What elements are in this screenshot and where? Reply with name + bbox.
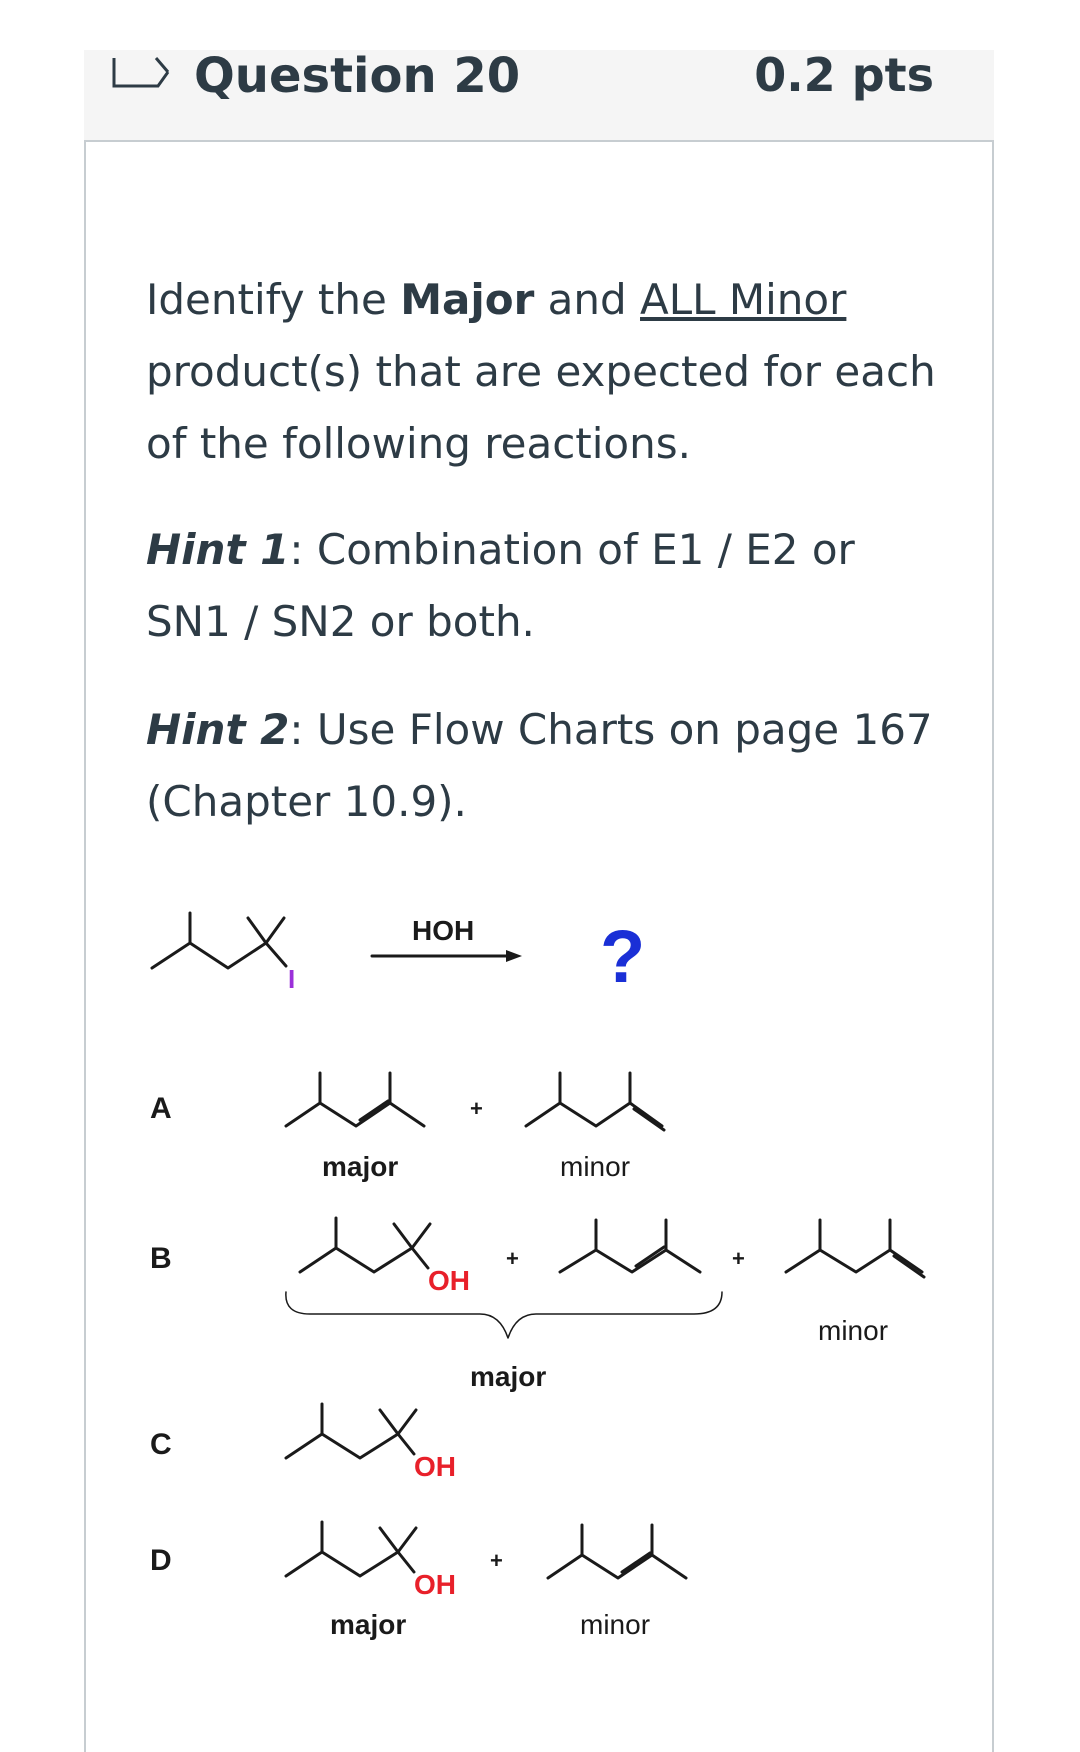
reagent-label: HOH [412,915,475,946]
prompt-text: product(s) that are expected for each of the following reactions. [146,347,936,468]
option-d-major-label: major [330,1609,407,1640]
option-d-hydroxyl: OH [414,1569,456,1600]
hint-2-text: : Use Flow Charts on page 167 (Chapter 10.9). [146,705,933,826]
option-d-product-2 [548,1555,686,1578]
option-d-minor-label: minor [580,1609,651,1640]
option-b-product-1 [300,1248,428,1272]
arrow-head [506,950,522,962]
option-a-letter: A [150,1092,172,1125]
option-b-plus-2: + [732,1246,745,1271]
option-d-plus: + [490,1548,503,1573]
option-b-brace [286,1292,722,1338]
option-a-product-1 [286,1103,424,1126]
prompt-major: Major [400,275,535,324]
option-b-product-2 [560,1250,700,1272]
prompt-text: Identify the [146,275,401,324]
hint-1-label: Hint 1 [146,525,290,574]
prompt-text: and [534,275,641,324]
option-c-product [286,1434,414,1458]
question-points: 0.2 pts [754,48,934,102]
question-title: Question 20 [194,48,521,104]
prompt-all-minor: ALL Minor [640,275,847,324]
leaving-group-iodine: I [288,964,296,994]
option-d-letter: D [150,1544,172,1577]
reactant-methyl [266,918,284,943]
hint-1-text: : Combination of E1 / E2 or SN1 / SN2 or both. [146,525,855,646]
unknown-product: ? [600,915,646,998]
option-c-hydroxyl: OH [414,1451,456,1482]
option-b-plus-1: + [506,1246,519,1271]
option-b-major-label: major [470,1361,547,1392]
option-b-minor-label: minor [818,1315,889,1346]
reactant-skeleton [152,943,286,968]
option-c-letter: C [150,1428,172,1461]
hint-2-label: Hint 2 [146,705,290,754]
option-b-hydroxyl: OH [428,1265,470,1296]
option-d-product-1 [286,1552,414,1576]
option-a-minor-label: minor [560,1151,631,1182]
option-a-major-label: major [322,1151,399,1182]
option-a-plus: + [470,1096,483,1121]
reactant-methyl [248,918,266,943]
option-b-letter: B [150,1242,172,1275]
